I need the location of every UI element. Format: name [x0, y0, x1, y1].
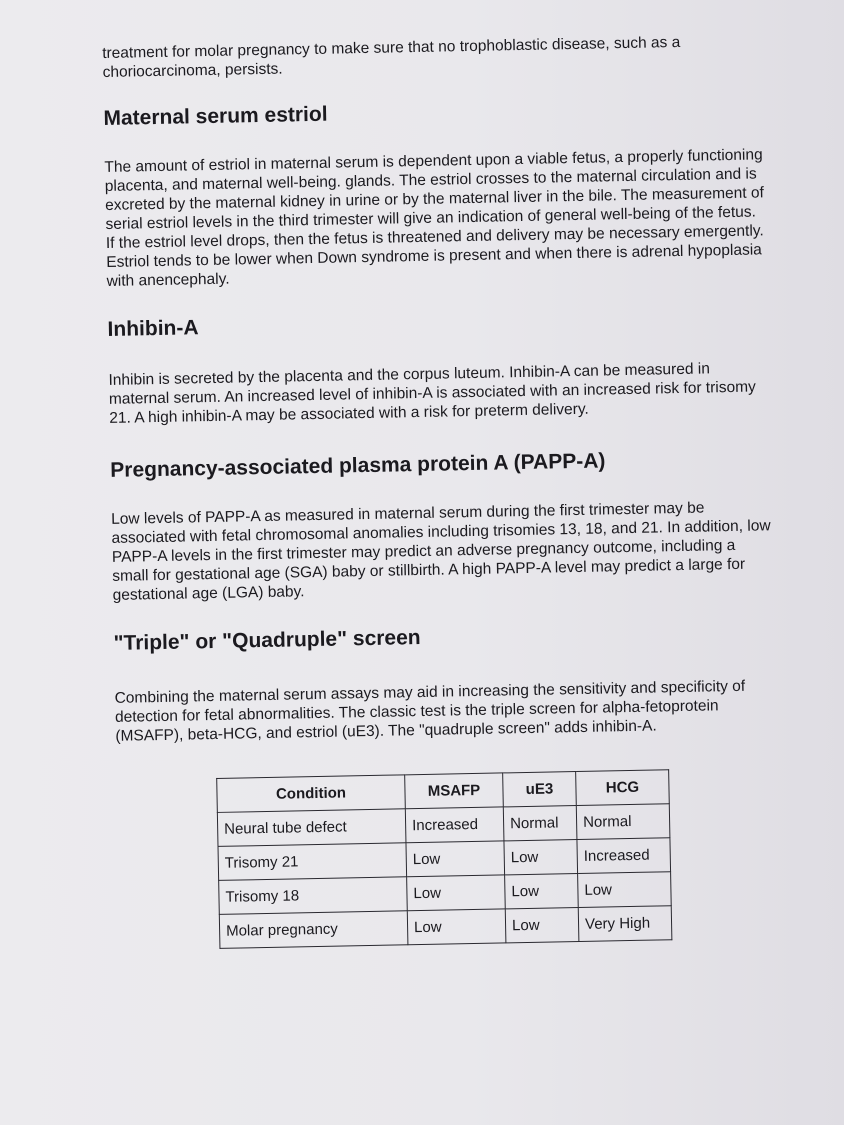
table-cell-ue3: Low	[505, 874, 579, 909]
table-row	[219, 906, 672, 949]
section-body-papp-a: Low levels of PAPP-A as measured in maternal serum during the first trimester may be associated with fetal chromosomal anomalies including trisomies 13, 18, and 21. In addition, low PAPP-A levels in the first trimester may predict an adverse pregnancy outcome, including a small for gestational age (SGA) baby or stillbirth. A high PAPP-A level may predict a large for gestational age (LGA) baby.	[111, 499, 771, 604]
table-cell-hcg: Normal	[576, 804, 670, 840]
section-heading-triple-screen: "Triple" or "Quadruple" screen	[113, 625, 421, 655]
table-cell-condition: Trisomy 18	[219, 877, 408, 915]
section-heading-inhibin: Inhibin-A	[107, 316, 199, 341]
table-cell-condition: Molar pregnancy	[219, 911, 408, 949]
table-header-condition: Condition	[217, 775, 406, 813]
section-body-triple-screen: Combining the maternal serum assays may aid in increasing the sensitivity and specificity of detection for fetal abnormalities. The classic test is the triple screen for alpha-fetoprotein (MSAFP), beta-HCG, and estriol (uE3). The "quadruple screen" adds inhibin-A.	[114, 677, 746, 745]
section-heading-papp-a: Pregnancy-associated plasma protein A (PAPP-A)	[110, 449, 606, 482]
table-cell-hcg: Increased	[577, 838, 671, 874]
table-cell-msafp: Low	[406, 841, 505, 877]
section-heading-estriol: Maternal serum estriol	[103, 102, 328, 130]
table-cell-ue3: Low	[505, 908, 579, 943]
table-cell-condition: Trisomy 21	[218, 843, 407, 881]
table-header-hcg: HCG	[576, 770, 670, 806]
intro-paragraph: treatment for molar pregnancy to make sure that no trophoblastic disease, such as a choriocarcinoma, persists.	[102, 33, 681, 81]
table-cell-msafp: Low	[407, 909, 506, 945]
table-header-ue3: uE3	[503, 772, 577, 807]
screening-table	[216, 769, 672, 949]
table-cell-hcg: Low	[578, 872, 672, 908]
table-cell-msafp: Low	[407, 875, 506, 911]
table-header-msafp: MSAFP	[405, 773, 504, 809]
table-cell-ue3: Normal	[503, 806, 577, 841]
table-cell-hcg: Very High	[578, 906, 672, 942]
section-body-estriol: The amount of estriol in maternal serum is dependent upon a viable fetus, a properly functioning placenta, and maternal well-being. glands. The estriol crosses to the maternal circulation and is excreted by the maternal kidney in urine or by the maternal liver in the bile. The measurement of serial estriol levels in the third trimester will give an indication of general well-being of the fetus. If the estriol level drops, then the fetus is threatened and delivery may be necessary emergently. Estriol tends to be lower when Down syndrome is present and when there is adrenal hypoplasia with anencephaly.	[104, 146, 765, 290]
section-body-inhibin: Inhibin is secreted by the placenta and the corpus luteum. Inhibin-A can be measured in maternal serum. An increased level of inhibin-A is associated with an increased risk for trisomy 21. A high inhibin-A may be associated with a risk for preterm delivery.	[108, 360, 756, 427]
table-cell-msafp: Increased	[405, 807, 504, 843]
table-cell-ue3: Low	[504, 840, 578, 875]
page-content	[102, 27, 779, 951]
table-cell-condition: Neural tube defect	[217, 809, 406, 847]
